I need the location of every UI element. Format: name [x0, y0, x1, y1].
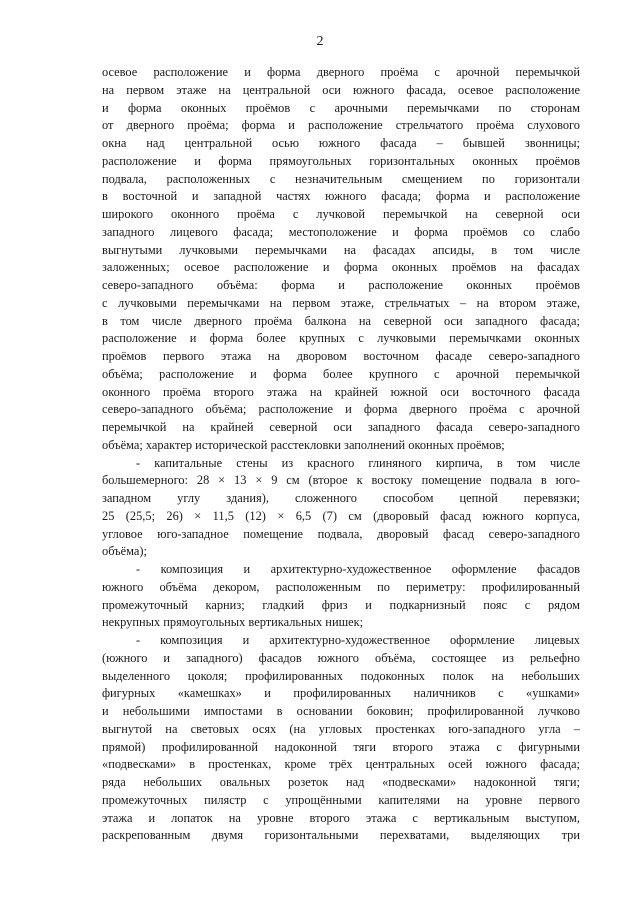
text-line: западном углу здания), сложенного способом цепной перевязки;	[102, 491, 580, 505]
text-line: промежуточных пилястр с упрощёнными капителями на уровне первого	[102, 792, 580, 807]
text-line: - капитальные стены из красного глиняного кирпича, в том числе	[136, 455, 580, 470]
text-line: объёма; характер исторической расстекловки заполнений оконных проёмов;	[102, 437, 505, 452]
text-line: в том числе дверного проёма балкона на северной оси западного фасада;	[102, 313, 580, 328]
text-line: объёма);	[102, 544, 147, 559]
text-line: и небольшими импостами в основании боковин; профилированной лучково	[102, 704, 580, 718]
text-line: выгнутой на световых осях (на угловых простенках юго-западного угла –	[102, 721, 580, 736]
body-text	[102, 64, 580, 845]
text-line: 25 (25,5; 26) × 11,5 (12) × 6,5 (7) см (дворовый фасад южного корпуса,	[102, 508, 580, 523]
text-line: объёма; расположение и форма более крупного с арочной перемычкой	[102, 366, 580, 381]
text-line: северо-западного объёма: форма и расположение оконных проёмов	[102, 278, 580, 292]
text-line: фигурных «камешках» и профилированных наличников с «ушками»	[102, 686, 580, 701]
text-line: - композиция и архитектурно-художественное оформление лицевых	[136, 633, 580, 647]
text-line: этажа и лопаток на уровне второго этажа с вертикальным выступом,	[102, 810, 580, 825]
text-line: перемычкой на крайней северной оси западного фасада северо-западного	[102, 420, 580, 434]
text-line: заложенных; осевое расположение и форма оконных проёмов на фасадах	[102, 260, 580, 275]
text-line: раскрепованным двумя горизонтальными перехватами, выделяющих три	[102, 828, 580, 843]
page-number: 2	[316, 34, 324, 49]
text-line: в восточной и западной частях южного фасада; форма и расположение	[102, 189, 580, 204]
text-line: на первом этаже на центральной оси южного фасада, осевое расположение	[102, 82, 580, 97]
text-line: с лучковыми перемычками на первом этаже, стрельчатых – на втором этаже,	[102, 295, 580, 310]
text-line: западного лицевого фасада; местоположение и форма проёмов со слабо	[102, 224, 580, 239]
text-line: промежуточный карниз; гладкий фриз и подкарнизный пояс с рядом	[102, 597, 580, 612]
text-line: широкого оконного проёма с лучковой перемычкой на северной оси	[102, 207, 580, 221]
text-line: большемерного: 28 × 13 × 9 см (второе к востоку помещение подвала в юго-	[102, 473, 580, 488]
text-line: подвала, расположенных с незначительным смещением по горизонтали	[102, 171, 580, 186]
text-line: - композиция и архитектурно-художественное оформление фасадов	[136, 562, 580, 576]
text-line: (южного и западного) фасадов южного объёма, состоящее из рельефно	[102, 650, 580, 665]
text-line: окна над центральной осью южного фасада – бывшей звонницы;	[102, 136, 580, 150]
text-line: южного объёма декором, расположенным по периметру: профилированный	[102, 579, 580, 594]
text-line: некрупных прямоугольных вертикальных нишек;	[102, 615, 364, 630]
text-line: северо-западного объёма; расположение и форма дверного проёма с арочной	[102, 402, 580, 417]
text-line: от дверного проёма; форма и расположение стрельчатого проёма слухового	[102, 118, 580, 133]
text-line: расположение и форма более крупных с лучковыми перемычками оконных	[102, 331, 580, 346]
text-line: проёмов первого этажа на дворовом восточном фасаде северо-западного	[102, 349, 580, 363]
text-line: оконного проёма второго этажа на крайней южной оси восточного фасада	[102, 384, 580, 399]
text-line: и форма оконных проёмов с арочными перемычками по сторонам	[102, 100, 580, 115]
text-line: прямой) профилированной надоконной тяги второго этажа с фигурными	[102, 739, 580, 754]
text-line: угловое юго-западное помещение подвала, дворовый фасад северо-западного	[102, 526, 580, 541]
text-line: осевое расположение и форма дверного проёма с арочной перемычкой	[102, 65, 580, 79]
text-line: выгнутыми лучковыми перемычками на фасадах апсиды, в том числе	[102, 242, 580, 257]
text-line: ряда небольших овальных розеток над «подвесками» надоконной тяги;	[102, 775, 580, 789]
text-line: «подвесками» в простенках, кроме трёх центральных осей южного фасада;	[102, 757, 580, 772]
text-line: выделенного цоколя; профилированных подоконных полок на небольших	[102, 668, 580, 683]
text-line: расположение и форма прямоугольных горизонтальных оконных проёмов	[102, 153, 580, 168]
